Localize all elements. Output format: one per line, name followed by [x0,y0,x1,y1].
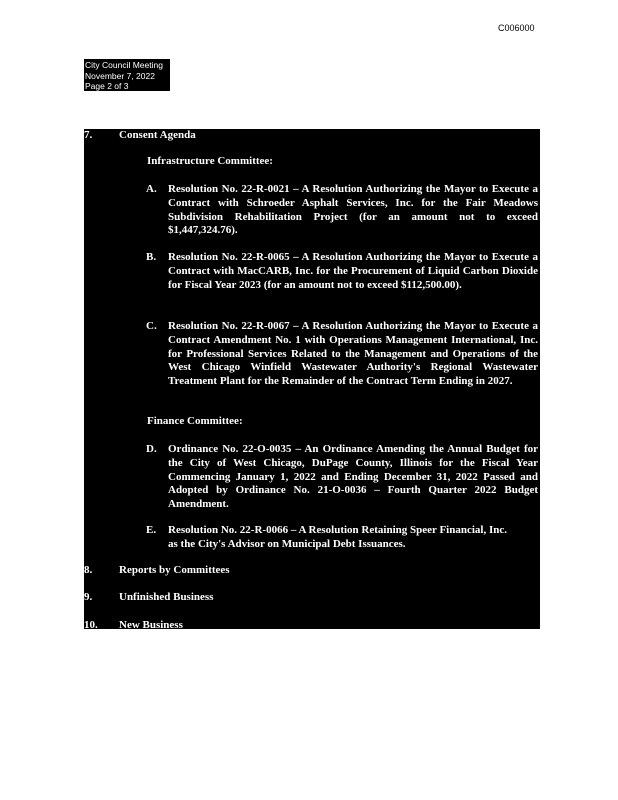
item-label: D. [146,443,157,455]
section-title: Unfinished Business [119,591,214,603]
header-meeting-date: November 7, 2022 [85,70,155,81]
section-number: 9. [84,591,93,603]
section-number: 8. [84,564,93,576]
item-label: C. [146,320,157,332]
agenda-body [84,129,540,629]
item-text-line-2: as the City's Advisor on Municipal Debt Issuances. [168,537,406,550]
item-text: Resolution No. 22-R-0067 – A Resolution Authorizing the Mayor to Execute a Contract Amendment No. 1 with Operations Management International, Inc. for Professional Services Related to the Management and Operations of the West Chicago Winfield Wastewater Authority's Regional Wastewater Treatment Plant for the Remainder of the Contract Term Ending in 2027. [168,320,538,388]
section-number: 7. [84,129,93,141]
section-number: 10. [84,619,98,629]
header-meeting-name: City Council Meeting [85,60,163,70]
item-text-line-1: Resolution No. 22-R-0066 – A Resolution Retaining Speer Financial, Inc. [168,524,507,536]
section-title: Reports by Committees [119,564,230,576]
header-page-number: Page 2 of 3 [85,81,129,91]
item-label: B. [146,251,157,263]
finance-committee-heading: Finance Committee: [147,415,243,427]
item-text: Resolution No. 22-R-0021 – A Resolution Authorizing the Mayor to Execute a Contract with Schroeder Asphalt Services, Inc. for the Fair Meadows Subdivision Rehabilitation Project (for an amount not to exceed $1,447,324.76). [168,183,538,237]
document-id: C006000 [498,23,535,33]
item-text [168,524,538,552]
section-title: New Business [119,619,183,629]
item-text: Resolution No. 22-R-0065 – A Resolution Authorizing the Mayor to Execute a Contract with MacCARB, Inc. for the Procurement of Liquid Carbon Dioxide for Fiscal Year 2023 (for an amount not to exceed $112,500.00). [168,251,538,291]
meeting-header [84,59,170,91]
item-label: A. [146,183,157,195]
item-label: E. [146,524,157,536]
section-title: Consent Agenda [119,129,196,141]
infrastructure-committee-heading: Infrastructure Committee: [147,155,273,167]
item-text: Ordinance No. 22-O-0035 – An Ordinance Amending the Annual Budget for the City of West Chicago, DuPage County, Illinois for the Fiscal Year Commencing January 1, 2022 and Ending December 31, 2022 Passed and Adopted by Ordinance No. 21-O-0036 – Fourth Quarter 2022 Budget Amendment. [168,443,538,511]
